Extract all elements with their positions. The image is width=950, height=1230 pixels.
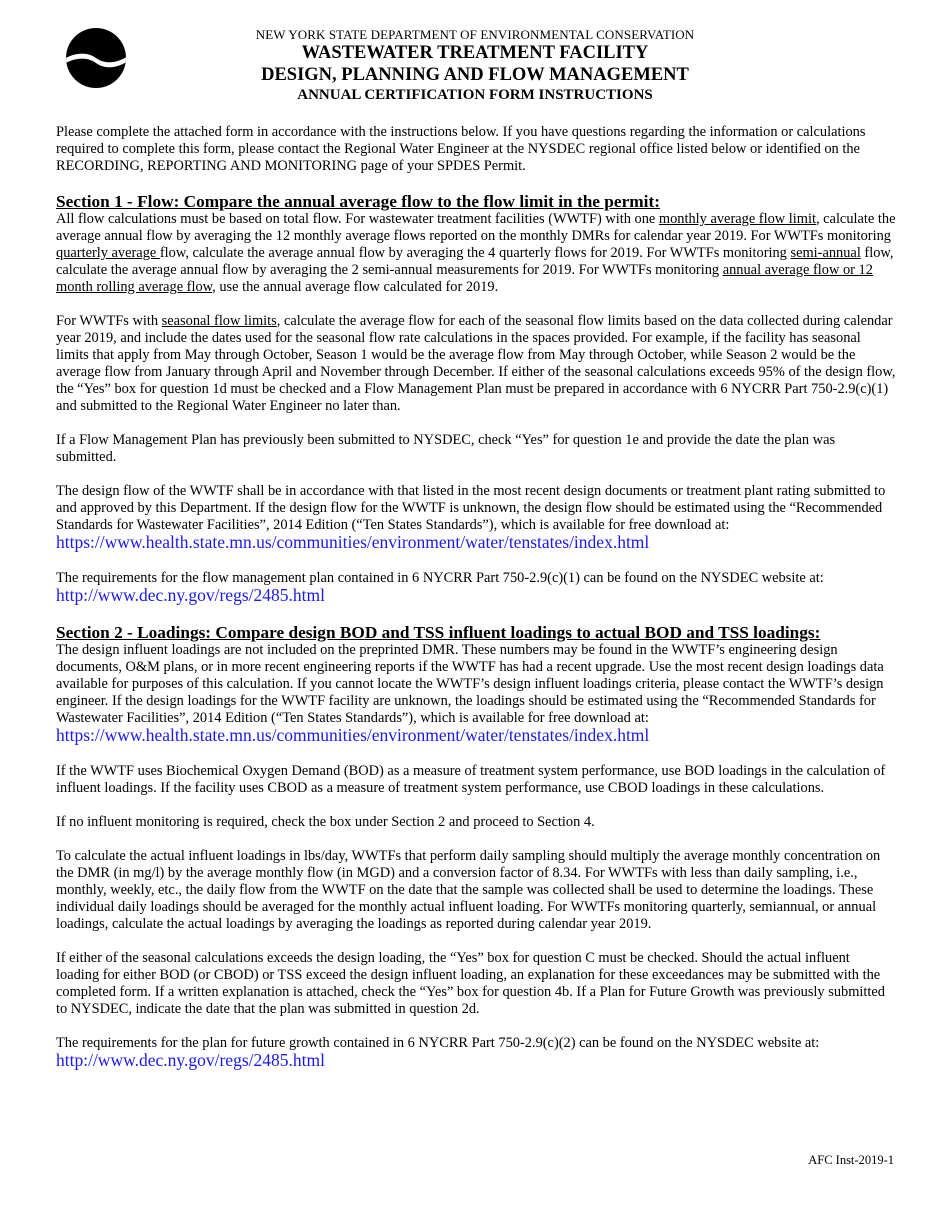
document-header [240, 27, 710, 104]
form-title-line3: ANNUAL CERTIFICATION FORM INSTRUCTIONS [297, 87, 653, 103]
department-name: NEW YORK STATE DEPARTMENT OF ENVIRONMENTAL CONSERVATION [255, 27, 695, 42]
section1-paragraph5: The requirements for the flow management plan contained in 6 NYCRR Part 750-2.9(c)(1) can be found on the NYSDEC website at: http://www.dec.ny.gov/regs/2485.html [56, 570, 824, 605]
section2-paragraph4: To calculate the actual influent loadings in lbs/day, WWTFs that perform daily sampling should multiply the average monthly concentration on the DMR (in mg/l) by the average monthly flow (in MGD) and a conversion factor of 8.34. For WWTFs with less than daily sampling, i.e., monthly, weekly, etc., the daily flow from the WWTF on the date that the sample was collected shall be used to determine the loadings. These individual daily loadings should be averaged for the monthly actual influent loading. For WWTFs monitoring quarterly, semiannual, or annual loadings, calculate the actual loadings by averaging the loadings as reported during calendar year 2019. [56, 848, 881, 932]
section2-paragraph2: If the WWTF uses Biochemical Oxygen Demand (BOD) as a measure of treatment system performance, use BOD loadings in the calculation of influent loadings. If the facility uses CBOD as a measure of treatment system performance, use CBOD loadings in these calculations. [56, 763, 886, 796]
form-title-line1: WASTEWATER TREATMENT FACILITY [301, 43, 649, 63]
ten-states-link[interactable]: https://www.health.state.mn.us/communities/environment/water/tenstates/index.html [56, 532, 650, 552]
intro-paragraph: Please complete the attached form in accordance with the instructions below. If you have questions regarding the information or calculations required to complete this form, please contact the Regional Water Engineer at the NYSDEC regional office listed below or identified on the RECORDING, REPORTING AND MONITORING page of your SPDES Permit. [56, 124, 866, 174]
form-code: AFC Inst-2019-1 [808, 1153, 894, 1167]
section1-paragraph2: For WWTFs with seasonal flow limits, calculate the average flow for each of the seasonal flow limits based on the data collected during calendar year 2019, and include the dates used for the seasonal flow rate calculations in the spaces provided. For example, if the facility has seasonal limits that apply from May through October, Season 1 would be the average flow from May through October, while Season 2 would be the average flow from January through April and November through December. If either of the seasonal calculations exceeds 95% of the design flow, the “Yes” box for question 1d must be checked and a Flow Management Plan must be prepared in accordance with 6 NYCRR Part 750-2.9(c)(1) and submitted to the Regional Water Engineer no later than. [56, 313, 896, 414]
form-title-line2: DESIGN, PLANNING AND FLOW MANAGEMENT [261, 65, 689, 85]
section1-paragraph1: All flow calculations must be based on total flow. For wastewater treatment facilities (WWTF) with one monthly average flow limit, calculate the average annual flow by averaging the 12 monthly average flows reported on the monthly DMRs for calendar year 2019. For WWTFs monitoring quarterly average flow, calculate the average annual flow by averaging the 4 quarterly flows for 2019. For WWTFs monitoring semi-annual flow, calculate the average annual flow by averaging the 2 semi-annual measurements for 2019. For WWTFs monitoring annual average flow or 12 month rolling average flow, use the annual average flow calculated for 2019. [56, 211, 896, 295]
dec-regs-link[interactable]: http://www.dec.ny.gov/regs/2485.html [56, 1050, 325, 1070]
section1-paragraph4: The design flow of the WWTF shall be in accordance with that listed in the most recent design documents or treatment plant rating submitted to and approved by this Department. If the design flow for the WWTF is unknown, the design flow should be estimated using the “Recommended Standards for Wastewater Facilities”, 2014 Edition (“Ten States Standards”), which is available for free download at: https://www.health.state.mn.us/communities/environment/water/tenstates/index.html [56, 483, 886, 552]
ten-states-link[interactable]: https://www.health.state.mn.us/communities/environment/water/tenstates/index.html [56, 725, 650, 745]
section2-paragraph5: If either of the seasonal calculations exceeds the design loading, the “Yes” box for question C must be checked. Should the actual influent loading for either BOD (or CBOD) or TSS exceed the design influent loading, an explanation for these exceedances may be submitted with the completed form. If a written explanation is attached, check the “Yes” box for question 4b. If a Plan for Future Growth was previously submitted to NYSDEC, indicate the date that the plan was submitted in question 2d. [56, 950, 885, 1017]
section1-heading: Section 1 - Flow: Compare the annual average flow to the flow limit in the permit: [56, 192, 660, 211]
section2-paragraph1: The design influent loadings are not included on the preprinted DMR. These numbers may be found in the WWTF’s engineering design documents, O&M plans, or in more recent engineering reports if the WWTF has had a recent upgrade. Use the most recent design loadings data available for purposes of this calculation. If you cannot locate the WWTF’s design influent loadings criteria, please contact the WWTF’s design engineer. If the design loadings for the WWTF facility are unknown, the loadings should be estimated using the “Recommended Standards for Wastewater Facilities”, 2014 Edition (“Ten States Standards”), which is available for free download at: https://www.health.state.mn.us/communities/environment/water/tenstates/index.html [56, 642, 884, 745]
section2-heading: Section 2 - Loadings: Compare design BOD and TSS influent loadings to actual BOD and TSS loadings: [56, 623, 821, 642]
section1-paragraph3: If a Flow Management Plan has previously been submitted to NYSDEC, check “Yes” for question 1e and provide the date the plan was submitted. [56, 432, 836, 465]
dec-regs-link[interactable]: http://www.dec.ny.gov/regs/2485.html [56, 585, 325, 605]
document-body [56, 124, 896, 1071]
section2-paragraph3: If no influent monitoring is required, check the box under Section 2 and proceed to Section 4. [56, 814, 595, 830]
section2-paragraph6: The requirements for the plan for future growth contained in 6 NYCRR Part 750-2.9(c)(2) can be found on the NYSDEC website at: http://www.dec.ny.gov/regs/2485.html [56, 1035, 820, 1070]
nysdec-logo-icon [66, 28, 126, 88]
